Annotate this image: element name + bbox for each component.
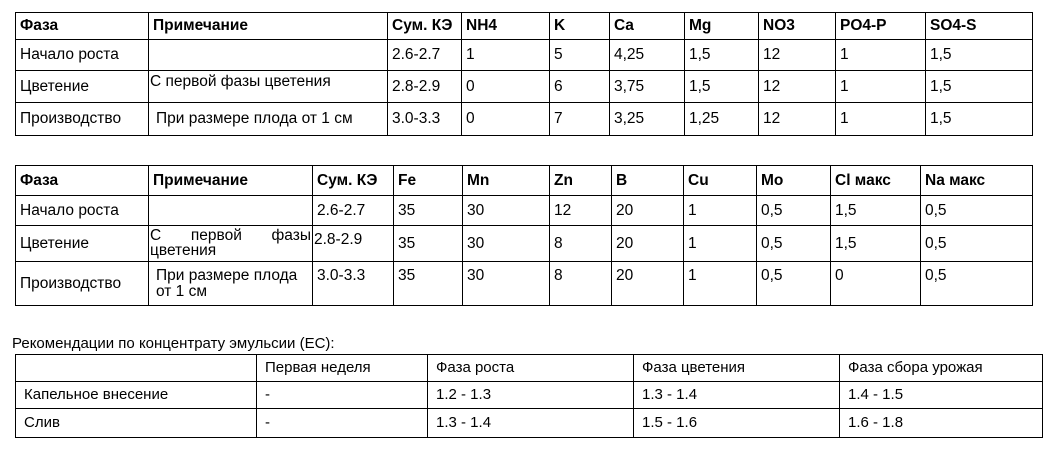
header-cell: NH4	[462, 13, 550, 40]
table-row	[16, 40, 1033, 71]
table-cell: 1	[836, 103, 926, 136]
header-cell: Сум. КЭ	[313, 166, 394, 196]
table-cell: Слив	[16, 409, 257, 438]
table-cell: 0,5	[921, 196, 1033, 226]
table-cell: 2.6-2.7	[388, 40, 462, 71]
table-cell: 12	[759, 103, 836, 136]
table-cell: 12	[759, 40, 836, 71]
header-cell: NO3	[759, 13, 836, 40]
table-cell: 1,5	[831, 226, 921, 262]
table-cell: 4,25	[610, 40, 685, 71]
table-cell: 1	[836, 40, 926, 71]
table-cell: -	[257, 382, 428, 409]
table-cell: Цветение	[16, 226, 149, 262]
header-cell: Ca	[610, 13, 685, 40]
table-cell	[149, 40, 388, 71]
header-cell: K	[550, 13, 610, 40]
table-row	[16, 262, 1033, 306]
table-cell: 0,5	[921, 262, 1033, 306]
header-cell: Фаза роста	[428, 355, 634, 382]
table-header-row	[16, 166, 1033, 196]
table-cell: 2.8-2.9	[313, 226, 394, 262]
table-cell: Начало роста	[16, 196, 149, 226]
table-cell: Производство	[16, 103, 149, 136]
table-cell: 30	[463, 196, 550, 226]
macro-nutrients-table	[15, 12, 1033, 136]
table-cell: 1.3 - 1.4	[634, 382, 840, 409]
table-cell: 30	[463, 262, 550, 306]
header-cell: Na макс	[921, 166, 1033, 196]
table-cell: 20	[612, 196, 684, 226]
table-cell: 1,5	[685, 71, 759, 103]
table-cell: 3.0-3.3	[313, 262, 394, 306]
table-cell: 0	[462, 71, 550, 103]
table-cell: -	[257, 409, 428, 438]
header-cell: Fe	[394, 166, 463, 196]
table-cell	[149, 196, 313, 226]
table-row	[16, 71, 1033, 103]
table-cell: 0,5	[757, 226, 831, 262]
table-cell: Начало роста	[16, 40, 149, 71]
table-cell: 1	[684, 226, 757, 262]
table-row	[16, 226, 1033, 262]
header-cell: SO4-S	[926, 13, 1033, 40]
table-row	[16, 103, 1033, 136]
table-cell: 1.5 - 1.6	[634, 409, 840, 438]
header-cell: Примечание	[149, 166, 313, 196]
table-cell: 3,75	[610, 71, 685, 103]
header-cell	[16, 355, 257, 382]
table-cell: 1,5	[831, 196, 921, 226]
header-cell: Фаза цветения	[634, 355, 840, 382]
table-cell: 6	[550, 71, 610, 103]
table-header-row	[16, 355, 1043, 382]
header-cell: Mo	[757, 166, 831, 196]
header-cell: Cu	[684, 166, 757, 196]
table-cell: 12	[550, 196, 612, 226]
table-cell: 35	[394, 196, 463, 226]
header-cell: Первая неделя	[257, 355, 428, 382]
table-cell: 30	[463, 226, 550, 262]
table-cell: 0	[831, 262, 921, 306]
header-cell: Zn	[550, 166, 612, 196]
table-cell: Капельное внесение	[16, 382, 257, 409]
table-cell: 2.8-2.9	[388, 71, 462, 103]
table-cell: 1,5	[926, 71, 1033, 103]
table-cell: 1.4 - 1.5	[840, 382, 1043, 409]
table-cell: 1,25	[685, 103, 759, 136]
table-cell: 1,5	[926, 40, 1033, 71]
table-cell: 1	[684, 196, 757, 226]
table-cell: 1,5	[926, 103, 1033, 136]
table-cell: С первой фазы цветения	[149, 71, 388, 103]
table-cell: 0	[462, 103, 550, 136]
table-cell: 2.6-2.7	[313, 196, 394, 226]
table-cell: 0,5	[757, 196, 831, 226]
header-cell: Mn	[463, 166, 550, 196]
table-cell: 20	[612, 262, 684, 306]
table-cell: 0,5	[757, 262, 831, 306]
header-cell: Фаза сбора урожая	[840, 355, 1043, 382]
table-cell: 0,5	[921, 226, 1033, 262]
table-cell: 1	[462, 40, 550, 71]
table-cell: Цветение	[16, 71, 149, 103]
header-cell: Фаза	[16, 166, 149, 196]
header-cell: Примечание	[149, 13, 388, 40]
header-cell: B	[612, 166, 684, 196]
table-cell: При размере плода от 1 см	[149, 103, 388, 136]
table-cell: С первой фазы цветения	[149, 226, 313, 262]
ec-caption: Рекомендации по концентрату эмульсии (EC):	[12, 335, 335, 352]
table-row	[16, 409, 1043, 438]
header-cell: PO4-P	[836, 13, 926, 40]
table-cell: 20	[612, 226, 684, 262]
table-row	[16, 382, 1043, 409]
table-cell: 3.0-3.3	[388, 103, 462, 136]
table-cell: 8	[550, 262, 612, 306]
table-row	[16, 196, 1033, 226]
table-cell: 5	[550, 40, 610, 71]
table-header-row	[16, 13, 1033, 40]
header-cell: Фаза	[16, 13, 149, 40]
table-cell: 1.2 - 1.3	[428, 382, 634, 409]
table-cell: 35	[394, 262, 463, 306]
table-cell: 8	[550, 226, 612, 262]
ec-recommendations-table	[15, 354, 1043, 438]
table-cell: При размере плода от 1 см	[149, 262, 313, 306]
table-cell: 1.6 - 1.8	[840, 409, 1043, 438]
table-cell: 1.3 - 1.4	[428, 409, 634, 438]
header-cell: Cl макс	[831, 166, 921, 196]
micro-nutrients-table	[15, 165, 1033, 306]
table-cell: 12	[759, 71, 836, 103]
table-cell: 1	[684, 262, 757, 306]
table-cell: 3,25	[610, 103, 685, 136]
header-cell: Сум. КЭ	[388, 13, 462, 40]
table-cell: 35	[394, 226, 463, 262]
table-cell: 1	[836, 71, 926, 103]
table-cell: 1,5	[685, 40, 759, 71]
header-cell: Mg	[685, 13, 759, 40]
table-cell: Производство	[16, 262, 149, 306]
table-cell: 7	[550, 103, 610, 136]
